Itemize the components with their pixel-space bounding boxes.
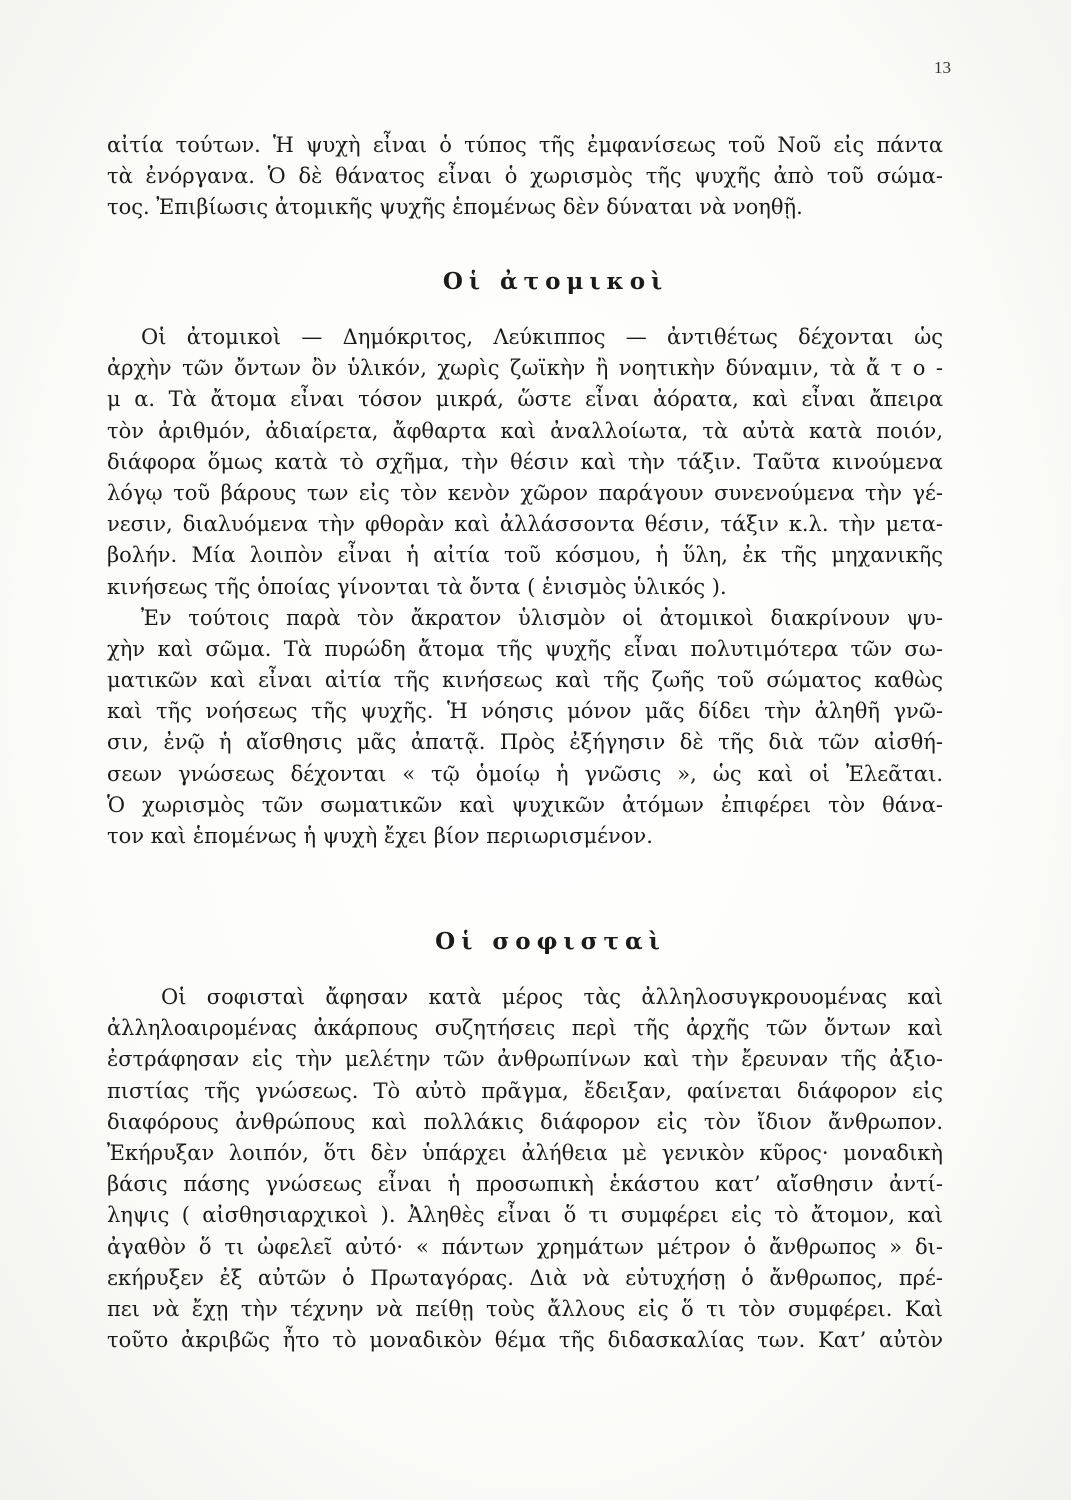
sophists-section-body (107, 982, 943, 1356)
text-line: Ἐκήρυξαν λοιπόν, ὅτι δὲν ὑπάρχει ἀλήθεια μὲ γενικὸν κῦρος· μοναδικὴ (107, 1140, 943, 1165)
text-line: βάσις πάσης γνώσεως εἶναι ἡ προσωπικὴ ἑκάστου κατ’ αἴσθησιν ἀντί- (107, 1172, 943, 1197)
section-heading-atomists: Οἱ ἀτομικοὶ (442, 268, 669, 295)
text-line: σεων γνώσεως δέχονται « τῷ ὁμοίῳ ἡ γνῶσις », ὡς καὶ οἱ Ἐλεᾶται. (107, 761, 943, 786)
text-line: διαφόρους ἀνθρώπους καὶ πολλάκις διάφορον εἰς τὸν ἴδιον ἄνθρωπον. (107, 1109, 943, 1134)
text-line: τον καὶ ἑπομένως ἡ ψυχὴ ἔχει βίον περιωρισμένον. (107, 824, 653, 848)
text-line: ἐστράφησαν εἰς τὴν μελέτην τῶν ἀνθρωπίνων καὶ τὴν ἔρευναν τῆς ἀξιο- (107, 1047, 943, 1072)
text-line: εκήρυξεν ἐξ αὐτῶν ὁ Πρωταγόρας. Διὰ νὰ εὐτυχήσῃ ὁ ἄνθρωπος, πρέ- (107, 1265, 943, 1290)
text-line: διάφορα ὅμως κατὰ τὸ σχῆμα, τὴν θέσιν καὶ τὴν τάξιν. Ταῦτα κινούμενα (107, 449, 943, 474)
text-line: ἀλληλοαιρομένας ἀκάρπους συζητήσεις περὶ τῆς ἀρχῆς τῶν ὄντων καὶ (107, 1016, 943, 1041)
atomists-section-body (107, 322, 943, 852)
text-line: ληψις ( αἰσθησιαρχικοὶ ). Ἀληθὲς εἶναι ὅ τι συμφέρει εἰς τὸ ἄτομον, καὶ (107, 1203, 943, 1228)
text-line: λόγῳ τοῦ βάρους των εἰς τὸν κενὸν χῶρον παράγουν συνενούμενα τὴν γέ- (107, 480, 943, 505)
text-line: τοῦτο ἀκριβῶς ἦτο τὸ μοναδικὸν θέμα τῆς διδασκαλίας των. Κατ’ αὐτὸν (107, 1328, 943, 1353)
text-line: τος. Ἐπιβίωσις ἀτομικῆς ψυχῆς ἑπομένως δὲν δύναται νὰ νοηθῇ. (107, 195, 803, 220)
text-line: σιν, ἐνῷ ἡ αἴσθησις μᾶς ἀπατᾷ. Πρὸς ἐξήγησιν δὲ τῆς διὰ τῶν αἰσθή- (107, 730, 943, 755)
text-line: Ὁ χωρισμὸς τῶν σωματικῶν καὶ ψυχικῶν ἀτόμων ἐπιφέρει τὸν θάνα- (107, 792, 943, 817)
text-line: μ α. Τὰ ἄτομα εἶναι τόσον μικρά, ὥστε εἶναι ἀόρατα, καὶ εἶναι ἄπειρα (107, 387, 943, 412)
page-number: 13 (934, 58, 951, 77)
text-line: τὰ ἐνόργανα. Ὁ δὲ θάνατος εἶναι ὁ χωρισμὸς τῆς ψυχῆς ἀπὸ τοῦ σώμα- (107, 164, 943, 189)
text-line: Οἱ ἀτομικοὶ — Δημόκριτος, Λεύκιππος — ἀντιθέτως δέχονται ὡς (141, 325, 943, 349)
text-line: ματικῶν καὶ εἶναι αἰτία τῆς κινήσεως καὶ τῆς ζωῆς τοῦ σώματος καθὼς (107, 668, 943, 693)
text-line: χὴν καὶ σῶμα. Τὰ πυρώδη ἄτομα τῆς ψυχῆς εἶναι πολυτιμότερα τῶν σω- (107, 636, 943, 661)
text-line: πιστίας τῆς γνώσεως. Τὸ αὐτὸ πρᾶγμα, ἔδειξαν, φαίνεται διάφορον εἰς (107, 1078, 943, 1103)
text-line: αἰτία τούτων. Ἡ ψυχὴ εἶναι ὁ τύπος τῆς ἐμφανίσεως τοῦ Νοῦ εἰς πάντα (107, 133, 943, 157)
text-line: πει νὰ ἔχῃ τὴν τέχνην νὰ πείθῃ τοὺς ἄλλους εἰς ὅ τι τὸν συμφέρει. Καὶ (107, 1296, 943, 1321)
text-line: κινήσεως τῆς ὁποίας γίνονται τὰ ὄντα ( ἑνισμὸς ὑλικός ). (107, 574, 727, 599)
text-line: Ἐν τούτοις παρὰ τὸν ἄκρατον ὑλισμὸν οἱ ἀτομικοὶ διακρίνουν ψυ- (141, 605, 943, 630)
text-line: Οἱ σοφισταὶ ἄφησαν κατὰ μέρος τὰς ἀλληλοσυγκρουομένας καὶ (161, 985, 943, 1009)
text-line: βολήν. Μία λοιπὸν εἶναι ἡ αἰτία τοῦ κόσμου, ἡ ὕλη, ἐκ τῆς μηχανικῆς (107, 543, 943, 568)
text-line: τὸν ἀριθμόν, ἀδιαίρετα, ἄφθαρτα καὶ ἀναλλοίωτα, τὰ αὐτὰ κατὰ ποιόν, (107, 418, 943, 443)
text-line: ἀρχὴν τῶν ὄντων ὂν ὑλικόν, χωρὶς ζωϊκὴν ἢ νοητικὴν δύναμιν, τὰ ἄ τ ο - (107, 356, 943, 381)
intro-paragraph (107, 130, 943, 224)
text-line: νεσιν, διαλυόμενα τὴν φθορὰν καὶ ἀλλάσσοντα θέσιν, τάξιν κ.λ. τὴν μετα- (107, 512, 943, 537)
text-line: καὶ τῆς νοήσεως τῆς ψυχῆς. Ἡ νόησις μόνον μᾶς δίδει τὴν ἀληθῆ γνῶ- (107, 699, 943, 724)
text-line: ἀγαθὸν ὅ τι ὠφελεῖ αὐτό· « πάντων χρημάτων μέτρον ὁ ἄνθρωπος » δι- (107, 1234, 943, 1259)
section-heading-sophists: Οἱ σοφισταὶ (435, 928, 666, 955)
